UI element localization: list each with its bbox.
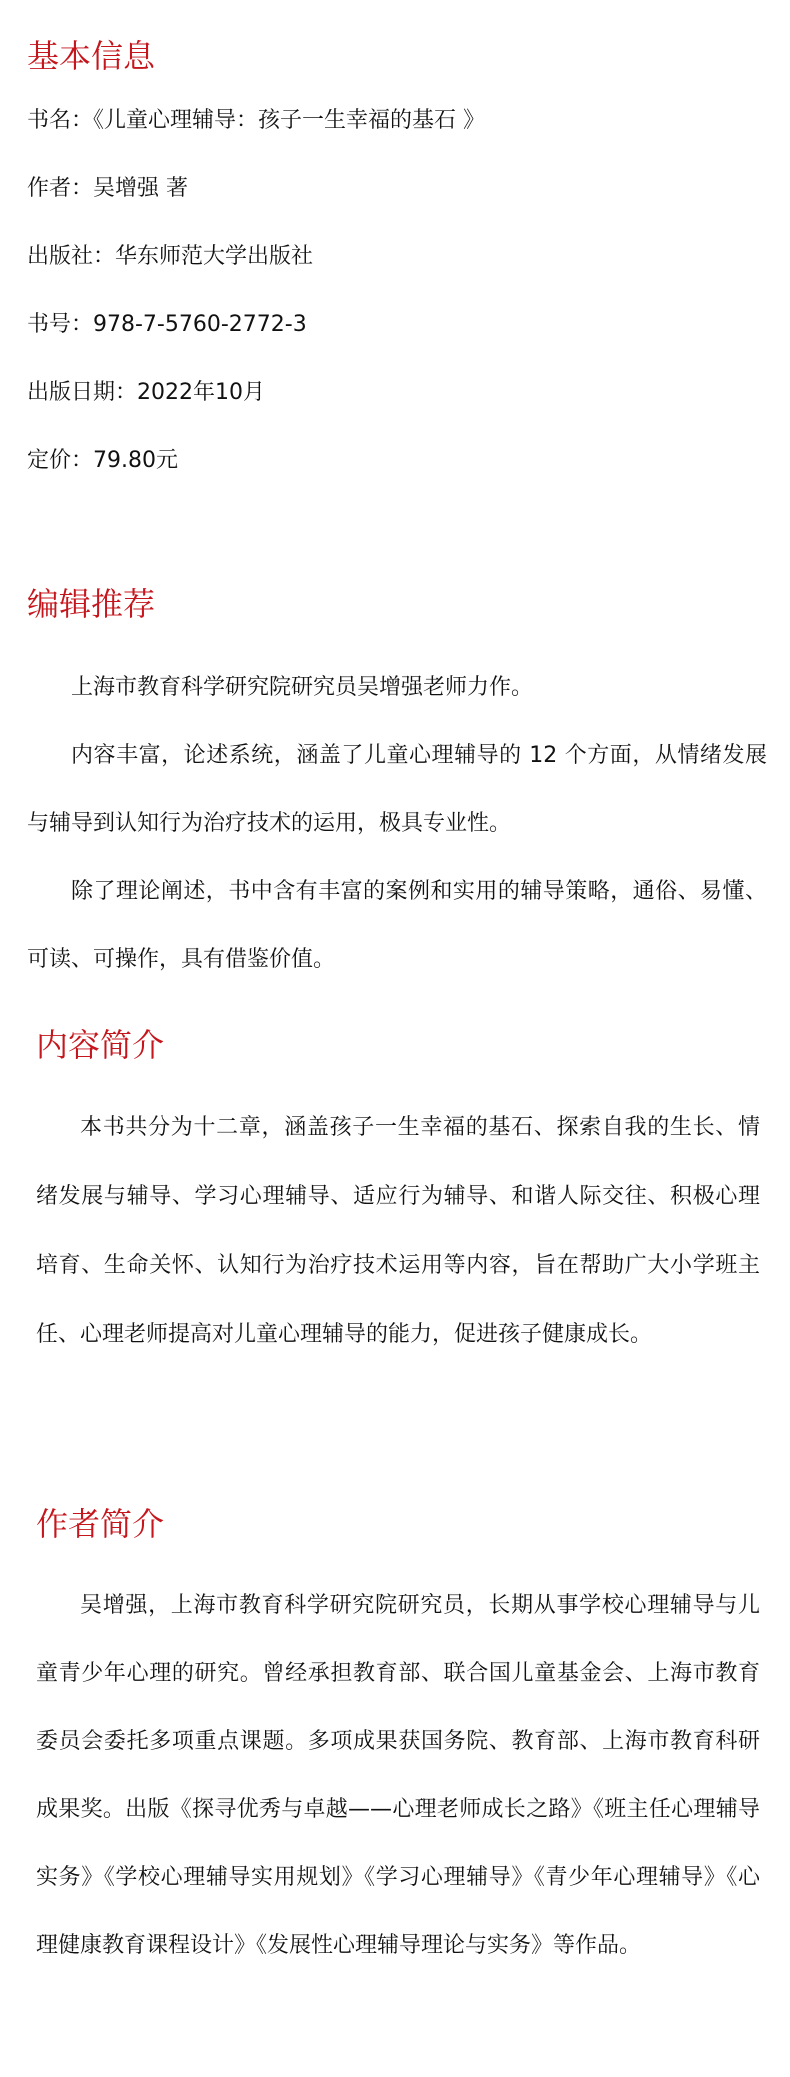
editor-recommend-paragraph-3: 除了理论阐述，书中含有丰富的案例和实用的辅导策略，通俗、易懂、可读、可操作，具有借鉴价值。 — [27, 879, 767, 972]
publisher-line: 出版社：华东师范大学出版社 — [27, 244, 314, 269]
content-intro-heading: 内容简介 — [36, 1026, 165, 1064]
author-line: 作者：吴增强 著 — [27, 176, 188, 201]
content-intro-section — [36, 1025, 760, 1369]
editor-recommend-paragraph-2: 内容丰富，论述系统，涵盖了儿童心理辅导的 12 个方面，从情绪发展与辅导到认知行为治疗技术的运用，极具专业性。 — [27, 743, 767, 836]
basic-info-heading: 基本信息 — [27, 37, 156, 75]
basic-info-section — [27, 36, 767, 476]
editor-recommend-section — [27, 584, 767, 994]
book-title-line: 书名：《儿童心理辅导：孩子一生幸福的基石 》 — [27, 108, 485, 133]
editor-recommend-heading: 编辑推荐 — [27, 585, 156, 623]
author-intro-paragraph: 吴增强，上海市教育科学研究院研究员，长期从事学校心理辅导与儿童青少年心理的研究。曾经承担教育部、联合国儿童基金会、上海市教育委员会委托多项重点课题。多项成果获国务院、教育部、上海市教育科研成果奖。出版《探寻优秀与卓越——心理老师成长之路》《班主任心理辅导实务》《学校心理辅导实用规划》《学习心理辅导》《青少年心理辅导》《心理健康教育课程设计》《发展性心理辅导理论与实务》等作品。 — [36, 1593, 760, 1958]
publish-date-line: 出版日期：2022年10月 — [27, 380, 265, 405]
price-line: 定价：79.80元 — [27, 448, 178, 473]
author-intro-heading: 作者简介 — [36, 1505, 165, 1543]
editor-recommend-paragraph-1: 上海市教育科学研究院研究员吴增强老师力作。 — [71, 675, 534, 700]
isbn-line: 书号：978-7-5760-2772-3 — [27, 312, 307, 337]
content-intro-paragraph: 本书共分为十二章，涵盖孩子一生幸福的基石、探索自我的生长、情绪发展与辅导、学习心理辅导、适应行为辅导、和谐人际交往、积极心理培育、生命关怀、认知行为治疗技术运用等内容，旨在帮助广大小学班主任、心理老师提高对儿童心理辅导的能力，促进孩子健康成长。 — [36, 1115, 760, 1347]
author-intro-section — [36, 1504, 760, 1980]
